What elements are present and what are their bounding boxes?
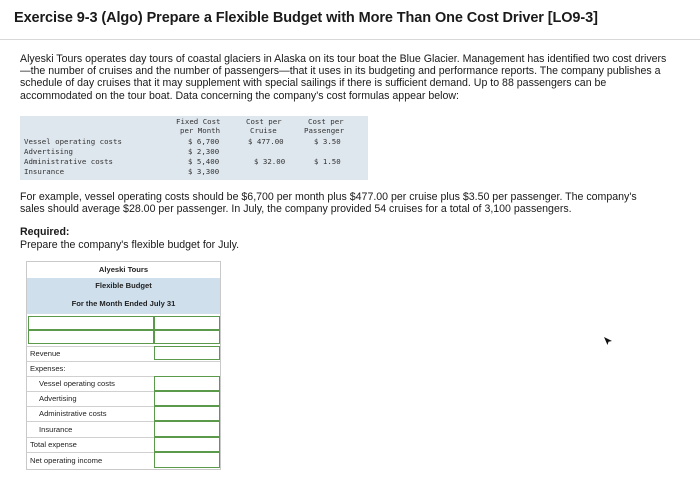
revenue-input[interactable] bbox=[154, 346, 220, 360]
insurance-label: Insurance bbox=[39, 425, 73, 434]
required-label: Required: bbox=[20, 226, 70, 238]
row-passenger: $ 3.50 bbox=[314, 137, 341, 146]
header-fixed-2: per Month bbox=[180, 126, 221, 135]
budget-title: Flexible Budget bbox=[27, 278, 220, 294]
net-operating-income-label: Net operating income bbox=[30, 456, 103, 465]
revenue-label: Revenue bbox=[30, 349, 61, 358]
intro-paragraph: Alyeski Tours operates day tours of coastal glaciers in Alaska on its tour boat the Blue Glacier. Management has identified two cost drivers—the number of cruises and the number of passengers—that it uses in its budgeting and performance reports. The company publishes a schedule of day cruises that it may supplement with special sailings if there is sufficient demand. Up to 88 passengers can be accommodated on the tour boat. Data concerning the company's cost formulas appear below: bbox=[20, 53, 667, 102]
row-label: Insurance bbox=[24, 167, 65, 176]
budget-company-name: Alyeski Tours bbox=[27, 262, 220, 278]
vessel-costs-label: Vessel operating costs bbox=[39, 379, 115, 388]
mouse-pointer-icon bbox=[603, 336, 613, 346]
row-cruise: $ 477.00 bbox=[248, 137, 284, 146]
row-cruise: $ 32.00 bbox=[254, 157, 286, 166]
row-fixed: $ 2,300 bbox=[188, 147, 220, 156]
page-title: Exercise 9-3 (Algo) Prepare a Flexible Budget with More Than One Cost Driver [LO9-3] bbox=[14, 10, 598, 26]
header-passenger-2: Passenger bbox=[304, 126, 345, 135]
budget-period: For the Month Ended July 31 bbox=[27, 294, 220, 314]
row-fixed: $ 5,400 bbox=[188, 157, 220, 166]
header-passenger-1: Cost per bbox=[308, 117, 344, 126]
row-fixed: $ 6,700 bbox=[188, 137, 220, 146]
expenses-label: Expenses: bbox=[30, 364, 66, 373]
header-cruise-2: Cruise bbox=[250, 126, 277, 135]
row-label: Advertising bbox=[24, 147, 73, 156]
header-cruise-1: Cost per bbox=[246, 117, 282, 126]
example-paragraph: For example, vessel operating costs should be $6,700 per month plus $477.00 per cruise plus $3.50 per passenger. The company's sales should average $28.00 per passenger. In July, the company provided 54 cruises for a total of 3,100 passengers. bbox=[20, 191, 637, 216]
row-label: Administrative costs bbox=[24, 157, 113, 166]
row-fixed: $ 3,300 bbox=[188, 167, 220, 176]
driver-value-input-2[interactable] bbox=[154, 330, 220, 344]
vessel-costs-input[interactable] bbox=[154, 376, 220, 391]
header-fixed-1: Fixed Cost bbox=[176, 117, 221, 126]
cost-formula-table bbox=[20, 116, 368, 180]
flexible-budget-form bbox=[26, 261, 221, 470]
insurance-input[interactable] bbox=[154, 421, 220, 437]
row-label: Vessel operating costs bbox=[24, 137, 122, 146]
required-text: Prepare the company's flexible budget for July. bbox=[20, 239, 240, 251]
net-operating-income-input[interactable] bbox=[154, 452, 220, 468]
administrative-costs-label: Administrative costs bbox=[39, 409, 107, 418]
total-expense-input[interactable] bbox=[154, 437, 220, 452]
driver-value-input-1[interactable] bbox=[154, 316, 220, 330]
title-divider bbox=[0, 39, 700, 40]
row-divider bbox=[27, 361, 220, 362]
administrative-costs-input[interactable] bbox=[154, 406, 220, 421]
total-expense-label: Total expense bbox=[30, 440, 77, 449]
advertising-input[interactable] bbox=[154, 391, 220, 406]
driver-label-input-1[interactable] bbox=[28, 316, 154, 330]
advertising-label: Advertising bbox=[39, 394, 77, 403]
driver-label-input-2[interactable] bbox=[28, 330, 154, 344]
row-passenger: $ 1.50 bbox=[314, 157, 341, 166]
